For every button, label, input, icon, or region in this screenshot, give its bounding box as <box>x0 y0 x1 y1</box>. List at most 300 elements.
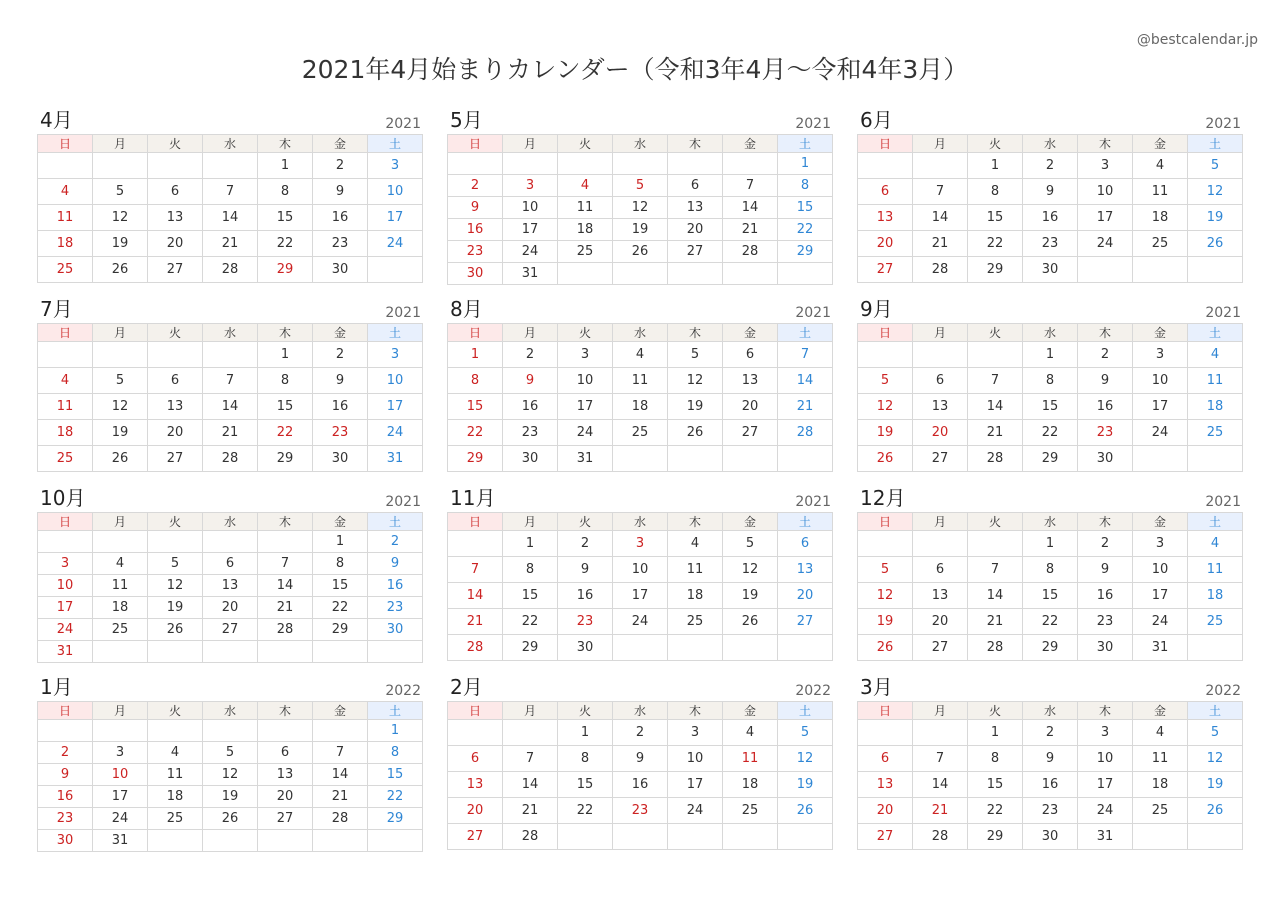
day-cell <box>913 153 968 179</box>
day-cell: 5 <box>203 742 258 764</box>
day-cell: 8 <box>558 746 613 772</box>
day-cell: 20 <box>258 786 313 808</box>
day-cell: 6 <box>203 553 258 575</box>
day-cell: 28 <box>913 824 968 850</box>
day-cell: 15 <box>968 205 1023 231</box>
day-cell: 17 <box>1078 205 1133 231</box>
day-cell: 27 <box>148 257 203 283</box>
month-calendar <box>447 486 833 661</box>
day-cell: 18 <box>613 394 668 420</box>
day-cell: 5 <box>668 342 723 368</box>
weekday-header: 水 <box>1023 702 1078 720</box>
day-cell <box>858 531 913 557</box>
weekday-header: 水 <box>203 324 258 342</box>
day-cell <box>258 720 313 742</box>
day-cell: 16 <box>1023 205 1078 231</box>
weekday-header: 木 <box>258 702 313 720</box>
day-cell: 24 <box>1133 609 1188 635</box>
day-cell: 10 <box>1078 746 1133 772</box>
month-header <box>447 675 833 701</box>
weekday-header-row <box>858 135 1243 153</box>
day-cell: 17 <box>1133 583 1188 609</box>
day-cell: 11 <box>38 205 93 231</box>
day-cell: 4 <box>148 742 203 764</box>
day-cell: 14 <box>203 394 258 420</box>
weekday-header: 金 <box>1133 702 1188 720</box>
day-cell <box>723 263 778 285</box>
day-cell: 11 <box>1133 746 1188 772</box>
day-cell: 28 <box>968 635 1023 661</box>
week-row <box>448 531 833 557</box>
day-cell: 30 <box>313 257 368 283</box>
day-cell: 9 <box>1078 368 1133 394</box>
day-cell <box>858 342 913 368</box>
day-cell: 2 <box>368 531 423 553</box>
month-year: 2021 <box>1205 116 1241 132</box>
day-cell: 18 <box>38 420 93 446</box>
day-cell: 19 <box>858 609 913 635</box>
day-cell: 20 <box>913 420 968 446</box>
day-cell: 13 <box>913 583 968 609</box>
month-name: 1月 <box>40 675 73 699</box>
day-cell <box>503 720 558 746</box>
day-cell: 15 <box>558 772 613 798</box>
day-cell: 28 <box>448 635 503 661</box>
day-cell: 10 <box>503 197 558 219</box>
day-cell: 2 <box>558 531 613 557</box>
day-cell: 5 <box>1188 153 1243 179</box>
month-header <box>37 108 423 134</box>
month-name: 11月 <box>450 486 496 510</box>
day-cell <box>723 446 778 472</box>
week-row <box>448 368 833 394</box>
day-cell: 15 <box>368 764 423 786</box>
day-cell: 4 <box>1188 342 1243 368</box>
day-cell <box>93 531 148 553</box>
day-cell: 27 <box>448 824 503 850</box>
week-row <box>38 368 423 394</box>
weekday-header-row <box>38 702 423 720</box>
weekday-header: 金 <box>1133 513 1188 531</box>
day-cell <box>38 153 93 179</box>
month-header <box>37 486 423 512</box>
day-cell: 24 <box>93 808 148 830</box>
week-row <box>448 824 833 850</box>
day-cell: 11 <box>1133 179 1188 205</box>
week-row <box>38 342 423 368</box>
day-cell: 29 <box>503 635 558 661</box>
weekday-header: 金 <box>723 135 778 153</box>
day-cell: 6 <box>148 368 203 394</box>
weekday-header: 火 <box>148 702 203 720</box>
day-cell: 9 <box>558 557 613 583</box>
day-cell: 22 <box>968 798 1023 824</box>
day-cell: 16 <box>503 394 558 420</box>
day-cell: 28 <box>778 420 833 446</box>
day-cell: 22 <box>1023 420 1078 446</box>
day-cell: 16 <box>313 394 368 420</box>
day-cell: 18 <box>1188 394 1243 420</box>
month-calendar <box>37 297 423 472</box>
day-cell: 27 <box>778 609 833 635</box>
weekday-header: 月 <box>93 702 148 720</box>
day-cell <box>778 446 833 472</box>
day-cell <box>1133 824 1188 850</box>
day-cell: 10 <box>368 368 423 394</box>
day-cell: 10 <box>1133 368 1188 394</box>
month-calendar <box>857 108 1243 283</box>
day-cell: 11 <box>668 557 723 583</box>
day-cell: 28 <box>313 808 368 830</box>
day-cell <box>368 257 423 283</box>
weekday-header: 金 <box>723 513 778 531</box>
day-cell: 12 <box>778 746 833 772</box>
month-table <box>447 701 833 850</box>
day-cell <box>448 531 503 557</box>
day-cell: 22 <box>313 597 368 619</box>
day-cell: 18 <box>723 772 778 798</box>
day-cell: 20 <box>858 231 913 257</box>
day-cell: 28 <box>203 257 258 283</box>
week-row <box>38 153 423 179</box>
day-cell <box>258 641 313 663</box>
day-cell: 18 <box>1133 772 1188 798</box>
day-cell: 2 <box>1023 153 1078 179</box>
weekday-header: 日 <box>448 135 503 153</box>
day-cell: 21 <box>313 786 368 808</box>
day-cell: 1 <box>258 153 313 179</box>
month-calendar <box>37 108 423 283</box>
day-cell: 26 <box>858 446 913 472</box>
day-cell: 7 <box>503 746 558 772</box>
day-cell: 20 <box>148 231 203 257</box>
day-cell: 25 <box>1133 798 1188 824</box>
day-cell: 26 <box>1188 231 1243 257</box>
day-cell <box>858 720 913 746</box>
day-cell: 9 <box>313 179 368 205</box>
day-cell <box>203 830 258 852</box>
day-cell: 24 <box>503 241 558 263</box>
day-cell: 28 <box>968 446 1023 472</box>
day-cell: 15 <box>258 394 313 420</box>
day-cell: 17 <box>93 786 148 808</box>
weekday-header: 月 <box>503 324 558 342</box>
day-cell: 8 <box>1023 368 1078 394</box>
month-table <box>37 701 423 852</box>
day-cell <box>613 635 668 661</box>
week-row <box>38 786 423 808</box>
day-cell <box>913 342 968 368</box>
day-cell: 25 <box>558 241 613 263</box>
day-cell: 2 <box>313 153 368 179</box>
day-cell: 6 <box>723 342 778 368</box>
week-row <box>858 720 1243 746</box>
day-cell: 1 <box>1023 342 1078 368</box>
day-cell: 3 <box>368 342 423 368</box>
day-cell: 23 <box>448 241 503 263</box>
day-cell: 21 <box>913 231 968 257</box>
day-cell: 13 <box>668 197 723 219</box>
day-cell: 18 <box>558 219 613 241</box>
weekday-header: 月 <box>913 324 968 342</box>
day-cell: 14 <box>913 205 968 231</box>
weekday-header: 日 <box>38 513 93 531</box>
day-cell: 17 <box>668 772 723 798</box>
weekday-header-row <box>448 513 833 531</box>
week-row <box>858 179 1243 205</box>
day-cell: 31 <box>368 446 423 472</box>
weekday-header: 日 <box>858 135 913 153</box>
month-header <box>857 486 1243 512</box>
day-cell: 14 <box>778 368 833 394</box>
weekday-header: 月 <box>913 135 968 153</box>
day-cell: 13 <box>148 205 203 231</box>
day-cell: 3 <box>1133 531 1188 557</box>
weekday-header: 日 <box>38 324 93 342</box>
day-cell: 27 <box>913 635 968 661</box>
day-cell: 9 <box>1023 746 1078 772</box>
day-cell: 8 <box>368 742 423 764</box>
month-header <box>857 297 1243 323</box>
day-cell: 12 <box>858 394 913 420</box>
day-cell: 24 <box>368 231 423 257</box>
weekday-header: 木 <box>1078 324 1133 342</box>
day-cell: 23 <box>313 420 368 446</box>
day-cell: 2 <box>448 175 503 197</box>
day-cell: 14 <box>503 772 558 798</box>
day-cell <box>668 446 723 472</box>
day-cell: 2 <box>38 742 93 764</box>
day-cell: 28 <box>203 446 258 472</box>
day-cell: 23 <box>313 231 368 257</box>
day-cell: 14 <box>448 583 503 609</box>
day-cell: 25 <box>1133 231 1188 257</box>
day-cell: 16 <box>1078 583 1133 609</box>
weekday-header: 土 <box>368 513 423 531</box>
month-name: 4月 <box>40 108 73 132</box>
day-cell: 21 <box>503 798 558 824</box>
weekday-header: 月 <box>503 135 558 153</box>
day-cell: 9 <box>1078 557 1133 583</box>
weekday-header: 金 <box>723 324 778 342</box>
week-row <box>448 609 833 635</box>
day-cell: 18 <box>38 231 93 257</box>
week-row <box>448 446 833 472</box>
day-cell: 21 <box>968 609 1023 635</box>
weekday-header: 月 <box>913 702 968 720</box>
day-cell: 26 <box>613 241 668 263</box>
month-table <box>857 701 1243 850</box>
day-cell <box>613 263 668 285</box>
weekday-header-row <box>38 324 423 342</box>
week-row <box>448 197 833 219</box>
day-cell: 11 <box>38 394 93 420</box>
weekday-header: 木 <box>1078 135 1133 153</box>
day-cell: 26 <box>778 798 833 824</box>
day-cell: 27 <box>723 420 778 446</box>
day-cell: 22 <box>448 420 503 446</box>
day-cell: 17 <box>503 219 558 241</box>
day-cell: 6 <box>448 746 503 772</box>
week-row <box>38 531 423 553</box>
day-cell: 1 <box>503 531 558 557</box>
day-cell: 29 <box>1023 446 1078 472</box>
month-name: 10月 <box>40 486 86 510</box>
day-cell: 12 <box>723 557 778 583</box>
day-cell: 18 <box>93 597 148 619</box>
month-calendar <box>857 486 1243 661</box>
day-cell: 5 <box>723 531 778 557</box>
day-cell: 24 <box>558 420 613 446</box>
day-cell: 12 <box>613 197 668 219</box>
day-cell: 30 <box>448 263 503 285</box>
day-cell: 1 <box>778 153 833 175</box>
day-cell: 4 <box>1188 531 1243 557</box>
day-cell <box>203 641 258 663</box>
day-cell: 9 <box>613 746 668 772</box>
week-row <box>38 720 423 742</box>
day-cell <box>858 153 913 179</box>
weekday-header: 日 <box>448 702 503 720</box>
week-row <box>858 153 1243 179</box>
day-cell: 17 <box>38 597 93 619</box>
day-cell: 9 <box>313 368 368 394</box>
day-cell: 28 <box>913 257 968 283</box>
weekday-header-row <box>38 135 423 153</box>
day-cell <box>1188 824 1243 850</box>
day-cell: 29 <box>778 241 833 263</box>
day-cell: 14 <box>203 205 258 231</box>
day-cell: 6 <box>778 531 833 557</box>
day-cell: 19 <box>93 231 148 257</box>
day-cell: 2 <box>613 720 668 746</box>
weekday-header: 金 <box>1133 324 1188 342</box>
day-cell: 12 <box>1188 179 1243 205</box>
day-cell: 27 <box>148 446 203 472</box>
day-cell: 5 <box>93 179 148 205</box>
day-cell: 30 <box>368 619 423 641</box>
day-cell: 1 <box>968 720 1023 746</box>
day-cell: 12 <box>148 575 203 597</box>
day-cell <box>503 153 558 175</box>
day-cell: 17 <box>1078 772 1133 798</box>
day-cell: 16 <box>1078 394 1133 420</box>
day-cell: 2 <box>1023 720 1078 746</box>
month-year: 2021 <box>1205 305 1241 321</box>
day-cell: 10 <box>1078 179 1133 205</box>
month-table <box>37 512 423 663</box>
week-row <box>38 231 423 257</box>
day-cell: 24 <box>613 609 668 635</box>
day-cell: 29 <box>1023 635 1078 661</box>
day-cell: 14 <box>258 575 313 597</box>
month-calendar <box>37 675 423 852</box>
weekday-header: 月 <box>503 702 558 720</box>
day-cell <box>368 641 423 663</box>
month-table <box>447 512 833 661</box>
week-row <box>858 446 1243 472</box>
day-cell: 22 <box>558 798 613 824</box>
day-cell: 25 <box>38 257 93 283</box>
day-cell: 16 <box>613 772 668 798</box>
day-cell: 25 <box>668 609 723 635</box>
day-cell <box>368 830 423 852</box>
week-row <box>448 720 833 746</box>
month-name: 7月 <box>40 297 73 321</box>
weekday-header: 水 <box>203 702 258 720</box>
week-row <box>38 575 423 597</box>
day-cell: 13 <box>913 394 968 420</box>
day-cell: 26 <box>93 257 148 283</box>
week-row <box>38 179 423 205</box>
month-calendar <box>37 486 423 663</box>
day-cell: 19 <box>858 420 913 446</box>
day-cell: 24 <box>38 619 93 641</box>
day-cell: 21 <box>448 609 503 635</box>
weekday-header: 火 <box>148 513 203 531</box>
day-cell: 16 <box>313 205 368 231</box>
month-header <box>447 486 833 512</box>
week-row <box>38 597 423 619</box>
day-cell <box>668 824 723 850</box>
week-row <box>858 368 1243 394</box>
weekday-header: 日 <box>858 324 913 342</box>
weekday-header: 木 <box>1078 513 1133 531</box>
day-cell: 23 <box>368 597 423 619</box>
day-cell: 13 <box>778 557 833 583</box>
day-cell: 27 <box>203 619 258 641</box>
day-cell: 18 <box>1188 583 1243 609</box>
day-cell: 23 <box>558 609 613 635</box>
day-cell: 22 <box>503 609 558 635</box>
day-cell: 8 <box>503 557 558 583</box>
day-cell: 3 <box>38 553 93 575</box>
week-row <box>858 557 1243 583</box>
day-cell: 15 <box>448 394 503 420</box>
day-cell <box>38 342 93 368</box>
day-cell: 25 <box>148 808 203 830</box>
day-cell: 6 <box>858 179 913 205</box>
day-cell: 3 <box>93 742 148 764</box>
day-cell <box>148 153 203 179</box>
day-cell: 5 <box>858 368 913 394</box>
day-cell: 15 <box>968 772 1023 798</box>
weekday-header: 木 <box>668 702 723 720</box>
day-cell <box>723 635 778 661</box>
day-cell <box>613 824 668 850</box>
day-cell: 11 <box>1188 368 1243 394</box>
day-cell: 17 <box>558 394 613 420</box>
day-cell: 1 <box>448 342 503 368</box>
day-cell: 31 <box>503 263 558 285</box>
week-row <box>448 153 833 175</box>
day-cell: 7 <box>313 742 368 764</box>
month-header <box>447 108 833 134</box>
day-cell: 26 <box>93 446 148 472</box>
day-cell: 15 <box>1023 583 1078 609</box>
week-row <box>858 635 1243 661</box>
day-cell: 18 <box>668 583 723 609</box>
week-row <box>38 394 423 420</box>
day-cell <box>968 531 1023 557</box>
day-cell: 4 <box>668 531 723 557</box>
day-cell <box>1188 257 1243 283</box>
month-name: 5月 <box>450 108 483 132</box>
day-cell: 9 <box>368 553 423 575</box>
weekday-header: 火 <box>968 324 1023 342</box>
day-cell: 5 <box>778 720 833 746</box>
weekday-header: 土 <box>778 324 833 342</box>
